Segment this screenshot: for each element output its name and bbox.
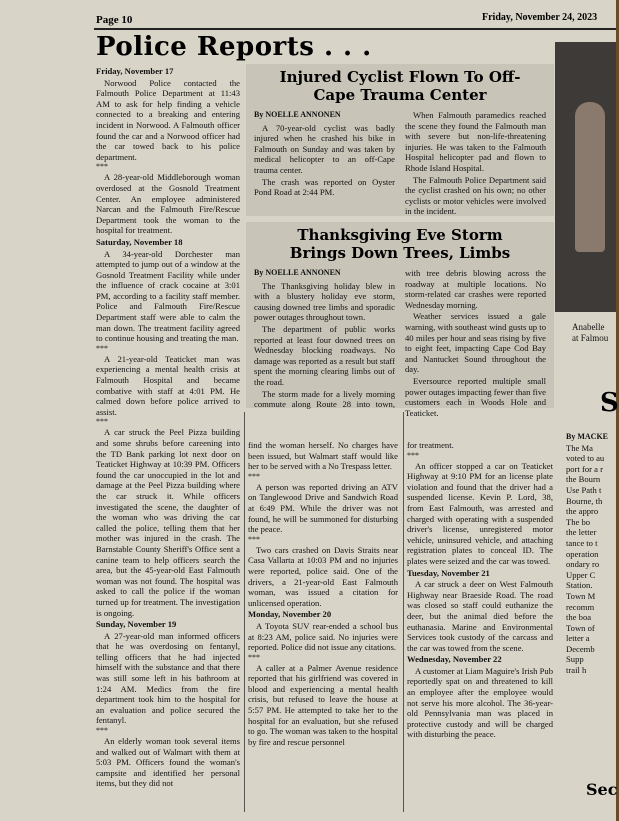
article-paragraph: The Falmouth Police Department said the cyclist crashed on his own; no other cyclists or motor vehicles were involved in the incident. xyxy=(405,174,546,217)
right-column-line: recomm xyxy=(566,601,595,612)
headline: Injured Cyclist Flown To Off-Cape Trauma Center xyxy=(279,68,521,104)
report-paragraph: An elderly woman took several items and walked out of Walmart with them at 5:03 PM. Officers found the woman's campsite and identified her personal items, but they did not xyxy=(96,736,240,789)
headline: Thanksgiving Eve Storm Brings Down Trees, Limbs xyxy=(289,226,511,262)
right-column-line: Upper C xyxy=(566,569,596,580)
report-paragraph: A Toyota SUV rear-ended a school bus at 8:23 AM, police said. No injuries were reported. Police did not issue any citations. xyxy=(248,620,398,653)
separator: *** xyxy=(96,417,108,427)
right-column-line: Bourne, th xyxy=(566,495,603,506)
right-column-line: voted to au xyxy=(566,453,605,464)
separator: *** xyxy=(96,343,108,353)
report-paragraph: for treatment. xyxy=(407,440,454,450)
right-column-line: Supp xyxy=(566,654,584,665)
right-column-line: operation xyxy=(566,548,599,559)
right-column-line: The bo xyxy=(566,516,591,527)
article-paragraph: Weather services issued a gale warning, with southeast wind gusts up to 40 miles per hour and seas rising by five to eight feet, impacting Cape Cod Bay and Nantucket Sound throughout the day. xyxy=(405,311,546,375)
article-thanksgiving-storm xyxy=(246,222,554,418)
right-column-line: port for a r xyxy=(566,463,603,474)
right-column-line: the appro xyxy=(566,506,599,517)
right-column-line: the boa xyxy=(566,612,592,623)
date-heading: Sunday, November 19 xyxy=(96,619,177,630)
article-paragraph: Eversource reported multiple small power outages impacting fewer than five customers each in Woods Hole and Teaticket. xyxy=(405,375,546,418)
column-2 xyxy=(248,440,398,748)
date-heading: Wednesday, November 22 xyxy=(407,654,502,665)
report-paragraph: find the woman herself. No charges have been issued, but Walmart staff would like her to be served with a No Trespass letter. xyxy=(248,440,398,472)
right-column-line: Decemb xyxy=(566,643,595,654)
right-column-line: Town of xyxy=(566,622,595,633)
report-paragraph: Two cars crashed on Davis Straits near Casa Vallarta at 10:03 PM and no injuries were reported, police said. One of the drivers, a 21-year-old East Falmouth woman, was issued a citation for unlicensed operation. xyxy=(248,544,398,608)
separator: *** xyxy=(248,534,260,544)
article-paragraph: The storm made for a lively morning commute along Route 28 into town, with tree debris blowing across the roadway at multiple locations. No storm-related car crashes were reported Wednesday morning. xyxy=(254,268,546,410)
article-paragraph: The department of public works reported at least four downed trees on Wednesday blocking roadways. No damage was reported as a result but staff spent the morning clearing limbs out of the road. xyxy=(254,323,395,387)
separator: *** xyxy=(96,162,108,172)
column-3 xyxy=(407,440,553,741)
separator: *** xyxy=(96,726,108,736)
byline: By NOELLE ANNONEN xyxy=(254,268,341,277)
right-column xyxy=(566,432,616,676)
report-paragraph: A customer at Liam Maguire's Irish Pub reportedly spat on and threatened to kill an employee after the employee would not serve his more alcohol. The 36-year-old Pennsylvania man was placed in protective custody and will be charged with disturbing the peace. xyxy=(407,665,553,740)
article-body xyxy=(254,110,546,217)
right-column-line: Station. xyxy=(566,580,593,591)
right-column-line: the Bourn xyxy=(566,474,601,485)
right-headline-fragment: S xyxy=(600,388,619,418)
article-body xyxy=(254,268,546,418)
column-1 xyxy=(96,66,240,790)
right-column-line: ondary ro xyxy=(566,559,600,570)
photo-caption: Anabelle at Falmou xyxy=(572,322,609,343)
bottom-heading-fragment: Sec xyxy=(586,780,618,799)
report-paragraph: A caller at a Palmer Avenue residence reported that his girlfriend was covered in blood and experiencing a mental health crisis, but refused to leave the house at 5:57 PM. He attempted to take her to the hospital for an evaluation, but she refused to go. The woman was taken to the hospital by fire and rescue personnel xyxy=(248,662,398,747)
column-divider xyxy=(244,412,245,812)
date-heading: Monday, November 20 xyxy=(248,609,332,620)
report-paragraph: A 28-year-old Middleborough woman overdosed at the Gosnold Treatment Center. An employee administered Narcan and the Falmouth Fire/Rescue Department took the woman to the hospital for treatment. xyxy=(96,172,240,236)
article-injured-cyclist xyxy=(246,64,554,216)
right-column-line: Use Path t xyxy=(566,484,602,495)
person-figure xyxy=(575,102,605,252)
section-title: Police Reports . . . xyxy=(96,32,372,62)
header-rule xyxy=(94,28,616,30)
right-column-line: Town M xyxy=(566,590,596,601)
right-column-line: The Ma xyxy=(566,442,593,453)
report-paragraph: A car struck a deer on West Falmouth Highway near Braeside Road. The road was closed so staff could euthanize the deer, but the animal died before the euthanasia. Marine and Environmental Services took custody of the carcass and the car was towed from the scene. xyxy=(407,579,553,653)
separator: *** xyxy=(248,652,260,662)
report-paragraph: A 34-year-old Dorchester man attempted to jump out of a window at the Gosnold Treatment Facility while under the influence of crack cocaine at 3:01 PM, according to a facility staff member. Police and Falmouth Fire/Rescue Department staff were able to calm the man down. The treatment facility agreed to continue housing and treating the man. xyxy=(96,248,240,344)
byline: By MACKE xyxy=(566,432,608,441)
report-paragraph: Norwood Police contacted the Falmouth Police Department at 11:43 AM to ask for help finding a vehicle connected to a breaking and entering incident in Norwood. A Falmouth officer found the car and a Norwood officer had the car towed back to his police department. xyxy=(96,77,240,162)
right-column-line: the letter xyxy=(566,527,597,538)
article-paragraph: The Thanksgiving holiday blew in with a blustery holiday eve storm, causing downed tree limbs and sporadic power outages throughout town. xyxy=(254,280,395,323)
date-heading: Friday, November 17 xyxy=(96,66,174,76)
column-divider xyxy=(403,412,404,812)
report-paragraph: A car struck the Peel Pizza building and some shrubs before careening into the TD Bank parking lot next door on Teaticket Highway at 10:39 PM. Officers found the car unoccupied in the lot and damage at the Peel Pizza building where the car struck it. While officers investigated the scene, the daughter of the woman who was driving the car called the police, telling them that her mother was injured in the crash. The Barnstable County Sheriff's Office sent a canine team to help officers search the area, but the 45-year-old East Falmouth woman was not found. The hospital was asked to call the police if the woman turned up for treatment. The investigation is ongoing. xyxy=(96,427,240,618)
report-paragraph: A person was reported driving an ATV on Tanglewood Drive and Sandwich Road at 6:49 PM. While the driver was not found, he will be summoned for disturbing the peace. xyxy=(248,481,398,535)
date-heading: Tuesday, November 21 xyxy=(407,567,490,578)
right-column-line: letter a xyxy=(566,633,590,644)
byline: By NOELLE ANNONEN xyxy=(254,110,341,119)
right-column-line: trail h xyxy=(566,665,587,676)
right-column-line: tance to t xyxy=(566,537,598,548)
page-number: Page 10 xyxy=(96,14,133,26)
separator: *** xyxy=(248,471,260,481)
date-heading: Saturday, November 18 xyxy=(96,236,183,247)
report-paragraph: A 21-year-old Teaticket man was experiencing a mental health crisis at Falmouth Hospital and became combative with staff at 4:01 PM. He calmed down before police arrived to assist. xyxy=(96,353,240,417)
report-paragraph: A 27-year-old man informed officers that he was overdosing on fentanyl, telling officers that he had injected himself with the substance and that there was still some left in his bathroom at 1:24 AM. Medics from the fire department took him to the hospital for an evaluation and police secured the fentanyl. xyxy=(96,630,240,726)
news-photo xyxy=(555,42,616,312)
report-paragraph: An officer stopped a car on Teaticket Highway at 9:10 PM for an license plate violation and found that the driver had a suspended license. Kevin P. Lord, 38, from East Falmouth, was arrested and charged with operating with a suspended driver's license, unregistered motor vehicle, uninsured vehicle, and attaching registration plates to conceal ID. The plates were seized and the car was towed. xyxy=(407,460,553,566)
article-paragraph: When Falmouth paramedics reached the scene they found the Falmouth man with severe but non-life-threatening injuries. He was taken to the Falmouth Hospital helicopter pad and flown to Rhode Island Hospital. xyxy=(405,110,546,173)
separator: *** xyxy=(407,450,419,460)
issue-date: Friday, November 24, 2023 xyxy=(482,12,598,23)
article-paragraph: The crash was reported on Oyster Pond Road at 2:44 PM. xyxy=(254,176,395,198)
article-paragraph: A 70-year-old cyclist was badly injured when he crashed his bike in Falmouth on Sunday and was taken by medical helicopter to an off-Cape trauma center. xyxy=(254,122,395,175)
